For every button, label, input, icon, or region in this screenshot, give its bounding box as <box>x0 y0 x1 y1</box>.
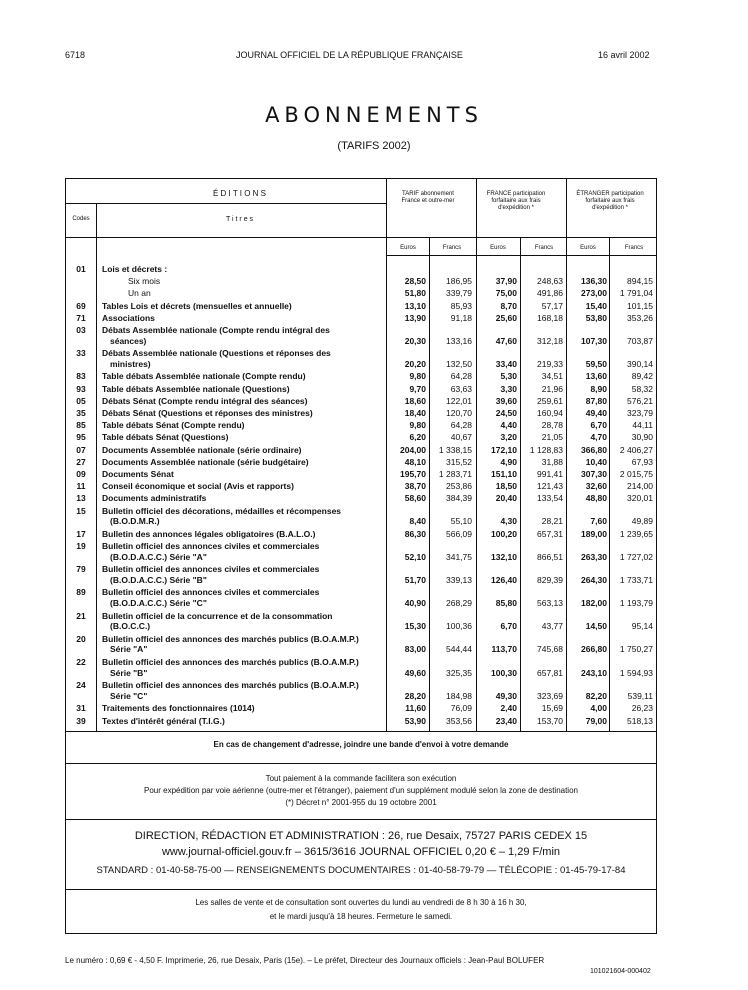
row-title: Bulletin officiel des annonces des marchés publics (B.O.A.M.P.) <box>102 657 359 667</box>
price-cell: 1 733,71 <box>619 574 653 585</box>
price-cell: 657,81 <box>537 667 563 678</box>
journal-name: JOURNAL OFFICIEL DE LA RÉPUBLIQUE FRANÇAISE <box>236 50 463 60</box>
price-cell: 214,00 <box>627 481 653 492</box>
price-cell: 136,30 <box>581 276 607 287</box>
row-title: Bulletin officiel des annonces des marchés publics (B.O.A.M.P.) <box>102 633 359 644</box>
header-francs-3: Francs <box>624 245 644 251</box>
row-title: Table débats Assemblée nationale (Questions) <box>102 383 290 394</box>
price-cell: 4,90 <box>500 456 517 467</box>
price-cell: 563,13 <box>537 598 563 608</box>
row-code: 17 <box>76 528 86 539</box>
price-cell: 30,90 <box>631 432 653 443</box>
price-cell: 38,70 <box>404 481 426 492</box>
price-cell: 63,63 <box>450 383 472 394</box>
row-title: Textes d'intérêt général (T.I.G.) <box>102 715 225 726</box>
price-cell: 25,60 <box>495 312 517 323</box>
price-cell: 91,18 <box>450 312 472 323</box>
notice-address: En cas de changement d'adresse, joindre une bande d'envoi à votre demande <box>213 740 509 749</box>
row-title: Un an <box>128 288 151 299</box>
price-cell: 52,10 <box>404 551 426 562</box>
price-cell: 1 193,79 <box>619 598 653 608</box>
price-cell: 273,00 <box>581 288 607 299</box>
price-cell: 339,79 <box>446 288 472 299</box>
row-title: (B.O.D.A.C.C.) Série "A" <box>110 551 207 562</box>
header-tarif: TARIF abonnement France et outre-mer <box>401 191 455 204</box>
price-cell: 31,88 <box>541 456 563 467</box>
price-cell: 6,70 <box>590 420 607 431</box>
price-cell: 48,10 <box>404 456 426 467</box>
price-cell: 204,00 <box>400 444 426 455</box>
price-cell: 18,60 <box>404 395 426 406</box>
header-euros-2: Euros <box>490 245 506 251</box>
price-cell: 18,40 <box>404 408 426 418</box>
row-code: 09 <box>76 469 86 479</box>
price-cell: 21,05 <box>541 432 563 443</box>
row-title: Bulletin officiel de la concurrence et de la consommation <box>102 610 333 621</box>
opening-hours-2: et le mardi jusqu'à 18 heures. Fermeture le samedi. <box>269 912 453 921</box>
row-title: Traitements des fonctionnaires (1014) <box>102 703 255 714</box>
row-title: Bulletin officiel des annonces civiles et commerciales <box>102 587 320 598</box>
row-code: 22 <box>76 657 86 667</box>
row-code: 15 <box>76 505 86 516</box>
footer-code: 101021604-000402 <box>590 968 651 975</box>
price-cell: 7,60 <box>590 516 607 527</box>
price-cell: 18,50 <box>495 481 517 492</box>
row-code: 13 <box>76 493 86 504</box>
price-cell: 101,15 <box>627 300 653 311</box>
price-cell: 95,14 <box>631 621 653 632</box>
header-euros-3: Euros <box>580 245 596 251</box>
price-cell: 657,31 <box>537 528 563 539</box>
price-cell: 20,40 <box>495 493 517 504</box>
row-title: Bulletin officiel des annonces civiles et commerciales <box>102 564 320 575</box>
row-title: Tables Lois et décrets (mensuelles et annuelle) <box>102 300 292 311</box>
row-code: 20 <box>76 633 86 644</box>
row-code: 21 <box>76 610 86 621</box>
price-cell: 15,30 <box>404 621 426 632</box>
price-cell: 323,79 <box>627 408 653 418</box>
price-cell: 13,60 <box>585 371 607 382</box>
price-cell: 315,52 <box>446 456 472 467</box>
price-cell: 341,75 <box>446 551 472 562</box>
price-cell: 9,70 <box>409 383 426 394</box>
row-title: Table débats Sénat (Compte rendu) <box>102 420 245 431</box>
row-code: 85 <box>76 420 86 431</box>
price-cell: 64,28 <box>450 420 472 431</box>
price-cell: 32,60 <box>585 481 607 492</box>
price-cell: 1 283,71 <box>438 469 472 479</box>
header-etranger: ÉTRANGER participation forfaitaire aux frais d'expédition * <box>576 191 644 211</box>
price-cell: 13,10 <box>404 300 426 311</box>
price-cell: 28,50 <box>404 276 426 287</box>
price-cell: 28,21 <box>541 516 563 527</box>
price-cell: 1 594,93 <box>619 667 653 678</box>
price-cell: 829,39 <box>537 574 563 585</box>
header-france: FRANCE participation forfaitaire aux frais d'expédition * <box>486 191 546 211</box>
price-cell: 1 239,65 <box>619 528 653 539</box>
row-title: (B.O.D.M.R.) <box>110 516 160 527</box>
row-title: Série "B" <box>110 667 148 678</box>
row-code: 31 <box>76 703 86 714</box>
price-cell: 1 338,15 <box>438 444 472 455</box>
row-title: Débats Sénat (Compte rendu intégral des séances) <box>102 395 308 406</box>
direction-website: www.journal-officiel.gouv.fr – 3615/3616 JOURNAL OFFICIEL 0,20 € – 1,29 F/min <box>161 846 561 858</box>
price-cell: 47,60 <box>495 335 517 346</box>
price-cell: 28,78 <box>541 420 563 431</box>
price-cell: 40,90 <box>404 598 426 608</box>
row-title: séances) <box>110 335 147 346</box>
price-cell: 55,10 <box>450 516 472 527</box>
price-cell: 10,40 <box>585 456 607 467</box>
price-cell: 518,13 <box>627 715 653 726</box>
price-cell: 49,30 <box>495 690 517 701</box>
header-francs-2: Francs <box>534 245 554 251</box>
price-cell: 82,20 <box>585 690 607 701</box>
price-cell: 320,01 <box>627 493 653 504</box>
row-code: 01 <box>76 264 86 274</box>
row-title: (B.O.C.C.) <box>110 621 151 632</box>
price-cell: 20,20 <box>404 358 426 369</box>
row-title: Bulletin des annonces légales obligatoires (B.A.L.O.) <box>102 528 316 539</box>
price-cell: 26,23 <box>631 703 653 714</box>
price-cell: 133,54 <box>537 493 563 504</box>
row-title: Documents Sénat <box>102 469 174 479</box>
price-cell: 266,80 <box>581 644 607 655</box>
price-cell: 263,30 <box>581 551 607 562</box>
price-cell: 120,70 <box>446 408 472 418</box>
row-title: Documents Assemblée nationale (série ordinaire) <box>102 444 302 455</box>
price-cell: 3,20 <box>500 432 517 443</box>
price-cell: 49,40 <box>585 408 607 418</box>
price-cell: 76,09 <box>450 703 472 714</box>
opening-hours-1: Les salles de vente et de consultation sont ouvertes du lundi au vendredi de 8 h 30 à 16 h 30, <box>195 898 527 907</box>
price-cell: 219,33 <box>537 358 563 369</box>
row-code: 27 <box>76 456 86 467</box>
price-cell: 366,80 <box>581 444 607 455</box>
price-cell: 8,90 <box>590 383 607 394</box>
header-francs-1: Francs <box>442 245 462 251</box>
subscription-frame <box>65 178 657 934</box>
price-cell: 153,70 <box>537 715 563 726</box>
price-cell: 21,96 <box>541 383 563 394</box>
row-title: Débats Assemblée nationale (Questions et réponses des <box>102 348 331 359</box>
price-cell: 33,40 <box>495 358 517 369</box>
header-titres: T i t r e s <box>225 216 254 223</box>
row-code: 69 <box>76 300 86 311</box>
price-cell: 14,50 <box>585 621 607 632</box>
price-cell: 307,30 <box>581 469 607 479</box>
price-cell: 390,14 <box>627 358 653 369</box>
row-title: Table débats Sénat (Questions) <box>102 432 229 443</box>
price-cell: 1 727,02 <box>619 551 653 562</box>
price-cell: 243,10 <box>581 667 607 678</box>
price-cell: 991,41 <box>537 469 563 479</box>
row-code: 39 <box>76 715 86 726</box>
price-cell: 58,32 <box>631 383 653 394</box>
price-cell: 8,40 <box>409 516 426 527</box>
price-cell: 323,69 <box>537 690 563 701</box>
row-title: Débats Assemblée nationale (Compte rendu intégral des <box>102 325 330 335</box>
price-cell: 122,01 <box>446 395 472 406</box>
price-cell: 268,29 <box>446 598 472 608</box>
price-cell: 195,70 <box>400 469 426 479</box>
price-cell: 2,40 <box>500 703 517 714</box>
price-cell: 8,70 <box>500 300 517 311</box>
price-cell: 1 750,27 <box>619 644 653 655</box>
direction-phones: STANDARD : 01-40-58-75-00 — RENSEIGNEMENTS DOCUMENTAIRES : 01-40-58-79-79 — TÉLÉCOPIE : 01-45-79-17-84 <box>96 865 626 876</box>
page-title: ABONNEMENTS <box>265 103 483 127</box>
row-code: 03 <box>76 325 86 335</box>
price-cell: 491,86 <box>537 288 563 299</box>
row-code: 35 <box>76 408 86 418</box>
row-title: ministres) <box>110 358 151 369</box>
row-code: 24 <box>76 680 86 691</box>
row-code: 89 <box>76 587 86 598</box>
row-title: (B.O.D.A.C.C.) Série "B" <box>110 574 207 585</box>
price-cell: 49,60 <box>404 667 426 678</box>
price-cell: 132,50 <box>446 358 472 369</box>
row-code: 19 <box>76 541 86 551</box>
price-cell: 39,60 <box>495 395 517 406</box>
row-code: 33 <box>76 348 86 359</box>
price-cell: 100,30 <box>491 667 517 678</box>
tariff-table <box>66 179 656 731</box>
price-cell: 89,42 <box>631 371 653 382</box>
row-title: Documents administratifs <box>102 493 207 504</box>
price-cell: 4,70 <box>590 432 607 443</box>
row-title: Conseil économique et social (Avis et rapports) <box>102 481 294 492</box>
price-cell: 1 791,04 <box>619 288 653 299</box>
price-cell: 172,10 <box>491 444 517 455</box>
price-cell: 132,10 <box>491 551 517 562</box>
price-cell: 53,80 <box>585 312 607 323</box>
price-cell: 121,43 <box>537 481 563 492</box>
price-cell: 53,90 <box>404 715 426 726</box>
price-cell: 107,30 <box>581 335 607 346</box>
header-editions: É D I T I O N S <box>212 189 267 198</box>
price-cell: 34,51 <box>541 371 563 382</box>
row-code: 11 <box>76 481 86 492</box>
row-title: Série "C" <box>110 690 148 701</box>
price-cell: 126,40 <box>491 574 517 585</box>
row-code: 95 <box>76 432 86 443</box>
price-cell: 85,93 <box>450 300 472 311</box>
price-cell: 745,68 <box>537 644 563 655</box>
price-cell: 9,80 <box>409 420 426 431</box>
price-cell: 248,63 <box>537 276 563 287</box>
page-subtitle: (TARIFS 2002) <box>337 140 411 152</box>
price-cell: 566,09 <box>446 528 472 539</box>
price-cell: 28,20 <box>404 690 426 701</box>
footer-imprint: Le numéro : 0,69 € - 4,50 F. Imprimerie, 26, rue Desaix, Paris (15e). – Le préfet, Directeur des Journaux officiels : Jean-Paul BOLUFER <box>65 956 545 965</box>
page-number: 6718 <box>65 50 86 60</box>
price-cell: 113,70 <box>491 644 517 655</box>
price-cell: 133,16 <box>446 335 472 346</box>
price-cell: 87,80 <box>585 395 607 406</box>
row-code: 71 <box>76 312 86 323</box>
row-title: Bulletin officiel des annonces des marchés publics (B.O.A.M.P.) <box>102 680 359 691</box>
row-code: 93 <box>76 383 86 394</box>
row-title: Bulletin officiel des décorations, médailles et récompenses <box>102 505 342 516</box>
row-title: (B.O.D.A.C.C.) Série "C" <box>110 598 207 608</box>
price-cell: 353,56 <box>446 715 472 726</box>
price-cell: 37,90 <box>495 276 517 287</box>
price-cell: 2 015,75 <box>619 469 653 479</box>
row-title: Bulletin officiel des annonces civiles et commerciales <box>102 541 320 551</box>
direction-address: DIRECTION, RÉDACTION ET ADMINISTRATION : 26, rue Desaix, 75727 PARIS CEDEX 15 <box>134 830 588 842</box>
price-cell: 58,60 <box>404 493 426 504</box>
price-cell: 44,11 <box>632 420 653 431</box>
price-cell: 2 406,27 <box>619 444 653 455</box>
notice-payment-2: Pour expédition par voie aérienne (outre-mer et l'étranger), paiement d'un supplément modulé selon la zone de destination <box>144 786 578 795</box>
price-cell: 85,80 <box>495 598 517 608</box>
row-code: 83 <box>76 371 86 382</box>
price-cell: 1 128,83 <box>529 444 563 455</box>
row-title: Associations <box>102 312 155 323</box>
price-cell: 312,18 <box>537 335 563 346</box>
price-cell: 186,95 <box>446 276 472 287</box>
price-cell: 23,40 <box>495 715 517 726</box>
row-title: Documents Assemblée nationale (série budgétaire) <box>102 456 309 467</box>
price-cell: 51,80 <box>404 288 426 299</box>
price-cell: 83,00 <box>404 644 426 655</box>
price-cell: 539,11 <box>627 690 653 701</box>
price-cell: 894,15 <box>627 276 653 287</box>
price-cell: 4,30 <box>500 516 517 527</box>
price-cell: 100,36 <box>446 621 472 632</box>
price-cell: 15,40 <box>585 300 607 311</box>
price-cell: 49,89 <box>631 516 653 527</box>
price-cell: 43,77 <box>541 621 563 632</box>
row-title: Débats Sénat (Questions et réponses des ministres) <box>102 408 313 418</box>
price-cell: 40,67 <box>450 432 472 443</box>
price-cell: 20,30 <box>404 335 426 346</box>
price-cell: 15,69 <box>541 703 563 714</box>
price-cell: 384,39 <box>446 493 472 504</box>
price-cell: 184,98 <box>446 690 472 701</box>
price-cell: 51,70 <box>404 574 426 585</box>
row-code: 05 <box>76 395 86 406</box>
price-cell: 353,26 <box>627 312 653 323</box>
price-cell: 5,30 <box>500 371 517 382</box>
price-cell: 86,30 <box>404 528 426 539</box>
price-cell: 100,20 <box>491 528 517 539</box>
price-cell: 67,93 <box>631 456 653 467</box>
price-cell: 13,90 <box>404 312 426 323</box>
notice-decree: (*) Décret n° 2001-955 du 19 octobre 2001 <box>285 798 437 807</box>
price-cell: 9,80 <box>409 371 426 382</box>
row-title: Série "A" <box>110 644 148 655</box>
price-cell: 339,13 <box>446 574 472 585</box>
price-cell: 6,20 <box>409 432 426 443</box>
price-cell: 57,17 <box>541 300 563 311</box>
price-cell: 168,18 <box>537 312 563 323</box>
price-cell: 75,00 <box>495 288 517 299</box>
row-title: Six mois <box>128 276 161 287</box>
price-cell: 151,10 <box>491 469 517 479</box>
price-cell: 253,86 <box>446 481 472 492</box>
header-euros-1: Euros <box>400 245 416 251</box>
price-cell: 259,61 <box>537 395 563 406</box>
price-cell: 576,21 <box>627 395 653 406</box>
price-cell: 703,87 <box>627 335 653 346</box>
row-code: 07 <box>76 444 86 455</box>
price-cell: 24,50 <box>495 408 517 418</box>
price-cell: 160,94 <box>537 408 563 418</box>
price-cell: 3,30 <box>500 383 517 394</box>
price-cell: 264,30 <box>581 574 607 585</box>
price-cell: 866,51 <box>537 551 563 562</box>
price-cell: 544,44 <box>446 644 472 655</box>
price-cell: 4,40 <box>500 420 517 431</box>
price-cell: 79,00 <box>585 715 607 726</box>
price-cell: 325,35 <box>446 667 472 678</box>
notice-payment-1: Tout paiement à la commande facilitera son exécution <box>265 774 457 783</box>
row-code: 79 <box>76 564 86 575</box>
issue-date: 16 avril 2002 <box>598 50 650 60</box>
price-cell: 4,00 <box>590 703 607 714</box>
price-cell: 64,28 <box>450 371 472 382</box>
price-cell: 182,00 <box>581 598 607 608</box>
price-cell: 11,60 <box>405 703 426 714</box>
header-codes: Codes <box>72 216 90 222</box>
price-cell: 59,50 <box>585 358 607 369</box>
price-cell: 6,70 <box>500 621 517 632</box>
row-title: Table débats Assemblée nationale (Compte rendu) <box>102 371 306 382</box>
row-title: Lois et décrets : <box>102 264 168 274</box>
price-cell: 48,80 <box>585 493 607 504</box>
price-cell: 189,00 <box>581 528 607 539</box>
